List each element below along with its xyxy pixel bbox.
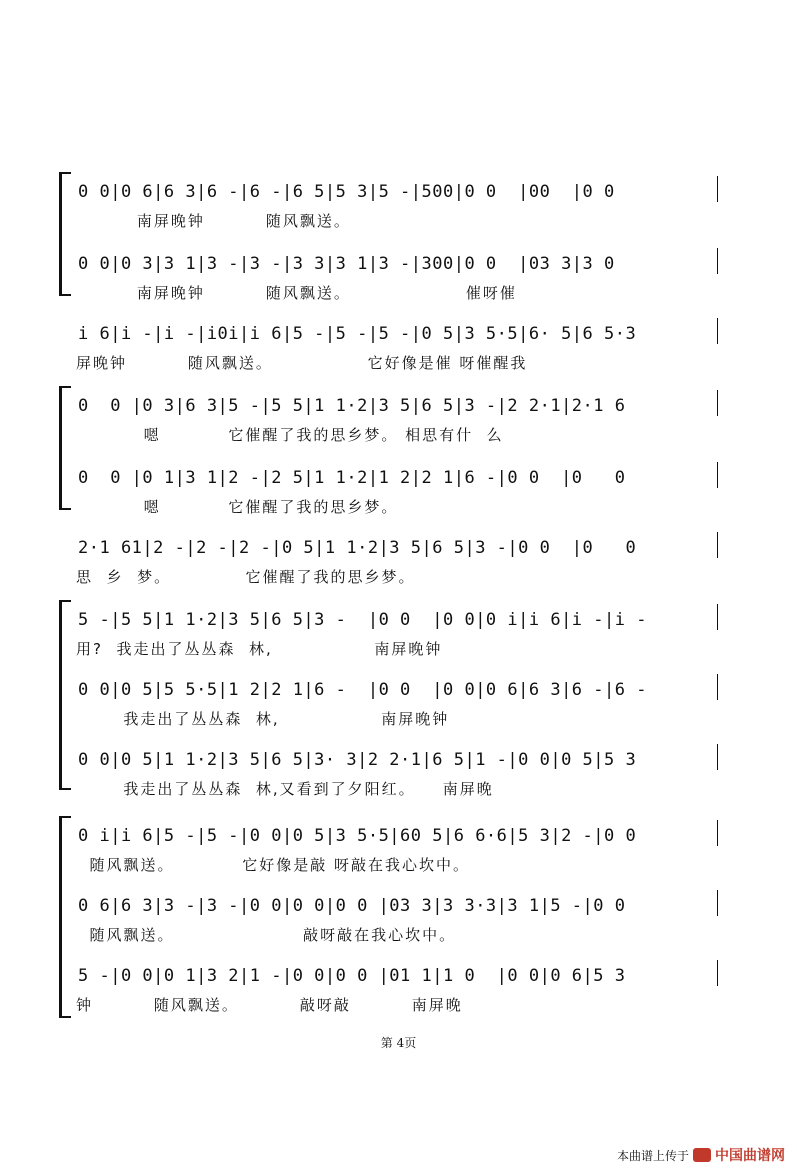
note-line: 5 -|5 5|1 1·2|3 5|6 5|3 - |0 0 |0 0|0 i|i 6|i -|i - bbox=[78, 610, 647, 630]
lyric-line: 嗯 它催醒了我的思乡梦。 bbox=[76, 498, 399, 516]
score-staff bbox=[70, 312, 718, 382]
score-staff bbox=[70, 814, 718, 884]
score-staff bbox=[70, 242, 718, 312]
lyric-line: 钟 随风飘送。 敲呀敲 南屏晚 bbox=[76, 996, 463, 1014]
site-watermark bbox=[617, 1145, 785, 1165]
barline bbox=[717, 176, 718, 202]
note-line: 0 0|0 5|5 5·5|1 2|2 1|6 - |0 0 |0 0|0 6|6 3|6 -|6 - bbox=[78, 680, 647, 700]
barline bbox=[717, 248, 718, 274]
note-line: 0 6|6 3|3 -|3 -|0 0|0 0|0 0 |03 3|3 3·3|3 1|5 -|0 0 bbox=[78, 896, 626, 916]
lyric-line: 我走出了丛丛森 林,又看到了夕阳红。 南屏晚 bbox=[76, 780, 494, 798]
barline bbox=[717, 604, 718, 630]
lyric-line: 用? 我走出了丛丛森 林, 南屏晚钟 bbox=[76, 640, 443, 658]
note-line: 0 i|i 6|5 -|5 -|0 0|0 5|3 5·5|60 5|6 6·6|5 3|2 -|0 0 bbox=[78, 826, 637, 846]
score-staff bbox=[70, 170, 718, 240]
note-line: 0 0 |0 1|3 1|2 -|2 5|1 1·2|1 2|2 1|6 -|0 0 |0 0 bbox=[78, 468, 626, 488]
lyric-line: 嗯 它催醒了我的思乡梦。 相思有什 么 bbox=[76, 426, 504, 444]
lyric-line: 屏晚钟 随风飘送。 它好像是催 呀催醒我 bbox=[76, 354, 528, 372]
watermark-site: 中国曲谱网 bbox=[715, 1148, 785, 1164]
note-line: 5 -|0 0|0 1|3 2|1 -|0 0|0 0 |01 1|1 0 |0 0|0 6|5 3 bbox=[78, 966, 626, 986]
barline bbox=[717, 890, 718, 916]
barline bbox=[717, 960, 718, 986]
note-line: i 6|i -|i -|i0i|i 6|5 -|5 -|5 -|0 5|3 5·5|6· 5|6 5·3 bbox=[78, 324, 637, 344]
score-staff bbox=[70, 598, 718, 668]
score-staff bbox=[70, 954, 718, 1024]
barline bbox=[717, 744, 718, 770]
barline bbox=[717, 390, 718, 416]
note-line: 0 0|0 5|1 1·2|3 5|6 5|3· 3|2 2·1|6 5|1 -|0 0|0 5|5 3 bbox=[78, 750, 637, 770]
note-line: 0 0|0 3|3 1|3 -|3 -|3 3|3 1|3 -|300|0 0 |03 3|3 0 bbox=[78, 254, 637, 274]
site-logo-icon bbox=[693, 1148, 711, 1162]
score-staff bbox=[70, 456, 718, 526]
lyric-line: 随风飘送。 它好像是敲 呀敲在我心坎中。 bbox=[76, 856, 470, 874]
barline bbox=[717, 532, 718, 558]
note-line: 0 0|0 6|6 3|6 -|6 -|6 5|5 3|5 -|500|0 0 |00 |0 0 bbox=[78, 182, 637, 202]
note-line: 0 0 |0 3|6 3|5 -|5 5|1 1·2|3 5|6 5|3 -|2 2·1|2·1 6 bbox=[78, 396, 626, 416]
score-staff bbox=[70, 384, 718, 454]
score-staff bbox=[70, 668, 718, 738]
score-staff bbox=[70, 526, 718, 596]
barline bbox=[717, 462, 718, 488]
page-number: 第 4页 bbox=[380, 1036, 417, 1050]
lyric-line: 随风飘送。 敲呀敲在我心坎中。 bbox=[76, 926, 457, 944]
lyric-line: 南屏晚钟 随风飘送。 bbox=[76, 212, 351, 230]
barline bbox=[717, 820, 718, 846]
lyric-line: 思 乡 梦。 它催醒了我的思乡梦。 bbox=[76, 568, 416, 586]
lyric-line: 我走出了丛丛森 林, 南屏晚钟 bbox=[76, 710, 450, 728]
barline bbox=[717, 318, 718, 344]
lyric-line: 南屏晚钟 随风飘送。 催呀催 bbox=[76, 284, 517, 302]
barline bbox=[717, 674, 718, 700]
note-line: 2·1 61|2 -|2 -|2 -|0 5|1 1·2|3 5|6 5|3 -|0 0 |0 0 bbox=[78, 538, 637, 558]
watermark-text: 本曲谱上传于 bbox=[616, 1148, 689, 1163]
score-staff bbox=[70, 738, 718, 808]
score-staff bbox=[70, 884, 718, 954]
